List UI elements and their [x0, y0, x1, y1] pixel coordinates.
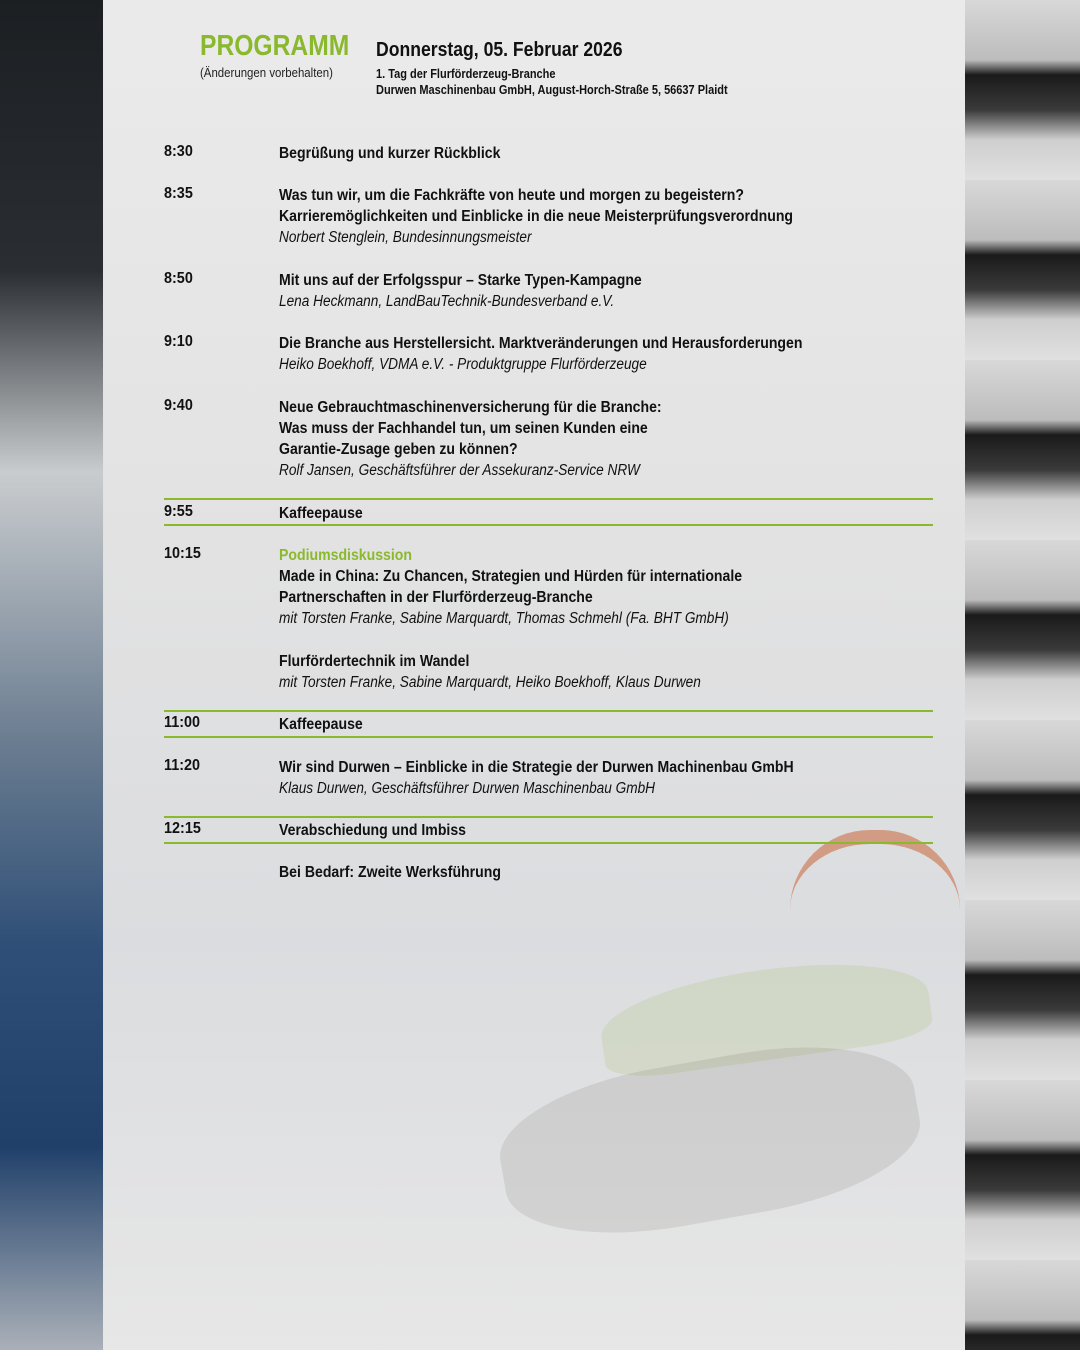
event-info	[376, 67, 728, 98]
agenda-title: Begrüßung und kurzer Rückblick	[279, 145, 501, 162]
agenda-title: Die Branche aus Herstellersicht. Marktveränderungen und Herausforderungen	[279, 335, 803, 352]
agenda-title: Partnerschaften in der Flurförderzeug-Branche	[279, 589, 593, 606]
agenda-title: Kaffeepause	[279, 505, 363, 522]
agenda-item	[279, 651, 948, 693]
event-venue: Durwen Maschinenbau GmbH, August-Horch-Straße 5, 56637 Plaidt	[376, 82, 728, 97]
divider	[164, 710, 933, 712]
page-title: PROGRAMM	[200, 30, 350, 62]
agenda-title: Was muss der Fachhandel tun, um seinen Kunden eine	[279, 420, 648, 437]
agenda-title: Wir sind Durwen – Einblicke in die Strategie der Durwen Machinenbau GmbH	[279, 759, 794, 776]
agenda-title: Neue Gebrauchtmaschinenversicherung für die Branche:	[279, 399, 662, 416]
agenda-item	[279, 820, 948, 841]
agenda-title: Bei Bedarf: Zweite Werksführung	[279, 864, 501, 881]
agenda-title: Verabschiedung und Imbiss	[279, 822, 466, 839]
agenda-speaker: mit Torsten Franke, Sabine Marquardt, Heiko Boekhoff, Klaus Durwen	[279, 674, 701, 691]
agenda-item	[279, 143, 948, 164]
agenda-speaker: Heiko Boekhoff, VDMA e.V. - Produktgruppe Flurförderzeuge	[279, 356, 647, 373]
agenda-speaker: Rolf Jansen, Geschäftsführer der Assekuranz-Service NRW	[279, 462, 640, 479]
agenda-time: 8:50	[164, 270, 193, 287]
agenda-speaker: Norbert Stenglein, Bundesinnungsmeister	[279, 229, 532, 246]
agenda-speaker: Klaus Durwen, Geschäftsführer Durwen Maschinenbau GmbH	[279, 780, 656, 797]
background-photo-right	[965, 0, 1080, 1350]
agenda-title: Made in China: Zu Chancen, Strategien und Hürden für internationale	[279, 568, 743, 585]
agenda-title: Garantie-Zusage geben zu können?	[279, 441, 518, 458]
agenda-time: 11:20	[164, 757, 201, 774]
agenda-speaker: Lena Heckmann, LandBauTechnik-Bundesverband e.V.	[279, 293, 615, 310]
agenda-speaker: mit Torsten Franke, Sabine Marquardt, Thomas Schmehl (Fa. BHT GmbH)	[279, 610, 729, 627]
divider	[164, 816, 933, 818]
divider	[164, 498, 933, 500]
agenda-time: 8:30	[164, 143, 193, 160]
background-photo-left	[0, 0, 103, 1350]
divider	[164, 736, 933, 738]
agenda-time: 8:35	[164, 185, 193, 202]
agenda-time: 9:40	[164, 397, 193, 414]
divider	[164, 842, 933, 844]
agenda-item	[279, 270, 948, 312]
agenda-time: 11:00	[164, 714, 201, 731]
agenda-item	[279, 757, 948, 799]
agenda-item-break	[279, 503, 948, 524]
agenda-item	[279, 333, 948, 375]
agenda-title: Flurfördertechnik im Wandel	[279, 653, 470, 670]
event-date: Donnerstag, 05. Februar 2026	[376, 39, 623, 61]
agenda-item-break	[279, 714, 948, 735]
agenda-time: 9:55	[164, 503, 193, 520]
agenda-item	[279, 862, 948, 883]
agenda-time: 12:15	[164, 820, 201, 837]
agenda-label: Podiumsdiskussion	[279, 547, 413, 564]
event-name: 1. Tag der Flurförderzeug-Branche	[376, 67, 556, 81]
agenda-title: Mit uns auf der Erfolgsspur – Starke Typen-Kampagne	[279, 272, 642, 289]
agenda-title: Karrieremöglichkeiten und Einblicke in die neue Meisterprüfungsverordnung	[279, 208, 794, 225]
divider	[164, 524, 933, 526]
agenda-title: Was tun wir, um die Fachkräfte von heute und morgen zu begeistern?	[279, 187, 744, 204]
agenda-item	[279, 397, 948, 481]
agenda-item	[279, 545, 948, 629]
agenda-item	[279, 185, 948, 248]
subject-to-change-note: (Änderungen vorbehalten)	[200, 65, 333, 80]
agenda-time: 9:10	[164, 333, 193, 350]
agenda-time: 10:15	[164, 545, 201, 562]
agenda-title: Kaffeepause	[279, 716, 363, 733]
